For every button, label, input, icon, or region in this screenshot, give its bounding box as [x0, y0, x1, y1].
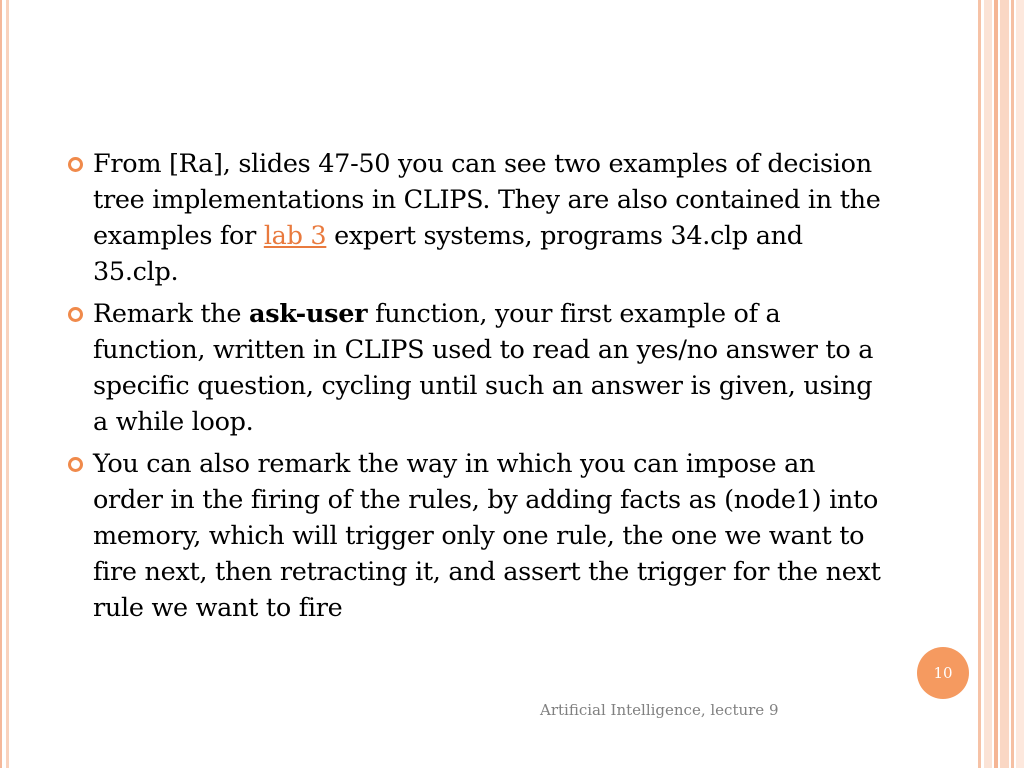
bullet-text: You can also remark the way in which you can impose an order in the firing of the rules, by adding facts as (node1) into memory, which will trigger only one rule, the one we want to fire next, then retracting it, and assert the trigger for the next rule we want to fire [93, 449, 881, 623]
right-border-stripe-4 [1000, 0, 1009, 768]
ask-user-keyword: ask-user [249, 299, 368, 329]
page-number-badge [917, 647, 969, 699]
ring-bullet-icon [68, 157, 83, 172]
lab-3-link[interactable]: lab 3 [263, 221, 327, 251]
bullet-text [93, 296, 890, 440]
right-border-stripe-3 [994, 0, 998, 768]
page-number: 10 [933, 664, 953, 682]
bullet-text-part: Remark the [93, 299, 249, 329]
left-border-stripe-inner [6, 0, 9, 768]
bullet-text-part: From [Ra], slides 47-50 you can see two examples of decision tree implementations in CLIPS. They are also contained in the examples for [93, 149, 881, 251]
right-border-stripe-6 [1016, 0, 1024, 768]
ring-bullet-icon [68, 457, 83, 472]
footer-text: Artificial Intelligence, lecture 9 [540, 701, 779, 719]
left-border-stripe [0, 0, 2, 768]
bullet-text-part: expert systems, programs 34.clp and 35.clp. [93, 221, 803, 287]
right-border-stripe-2 [984, 0, 992, 768]
bullet-text-part: function, your first example of a function, written in CLIPS used to read an yes/no answer to a specific question, cycling until such an answer is given, using a while loop. [93, 299, 874, 437]
bullet-item-1 [60, 146, 890, 290]
right-border-stripe-5 [1011, 0, 1014, 768]
right-border-stripe-1 [978, 0, 981, 768]
bullet-item-2 [60, 296, 890, 440]
ring-bullet-icon [68, 307, 83, 322]
bullet-text [93, 146, 890, 290]
bullet-item-3 [60, 446, 890, 626]
slide-content [60, 146, 890, 632]
